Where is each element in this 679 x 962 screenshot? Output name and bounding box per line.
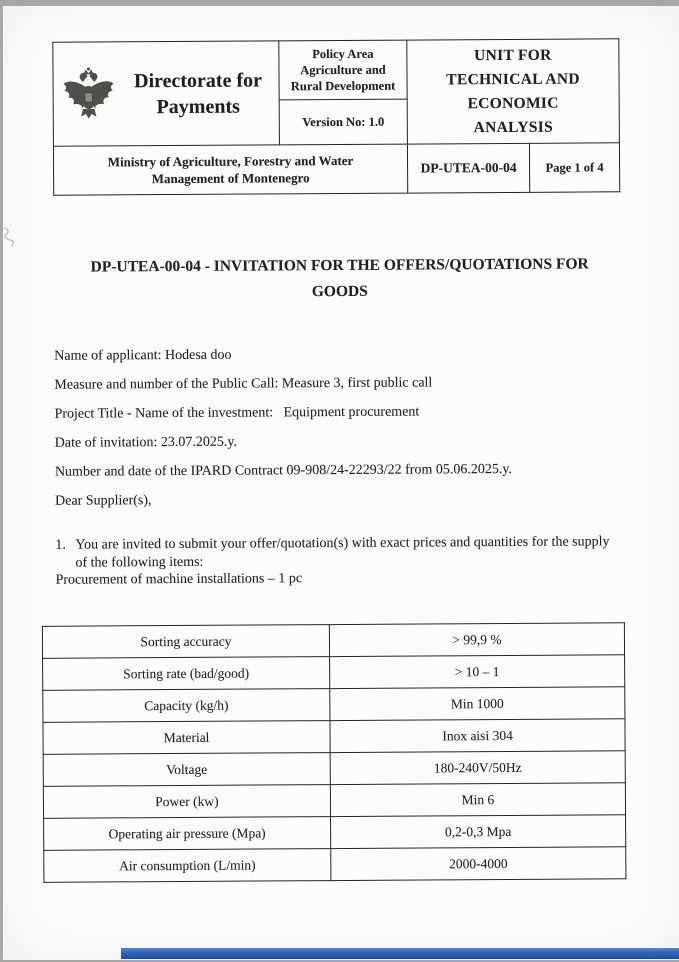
- org-name: Directorate for Payments: [134, 68, 263, 118]
- spec-value: > 99,9 %: [329, 623, 624, 657]
- spec-label: Operating air pressure (Mpa): [44, 817, 331, 851]
- table-row: [44, 815, 626, 851]
- spec-value: 2000-4000: [331, 847, 626, 881]
- spec-label: Sorting accuracy: [42, 625, 329, 659]
- page-content: [0, 4, 679, 962]
- item-text: You are invited to submit your offer/quotation(s) with exact prices and quantities for the supply of the following items:: [75, 534, 610, 571]
- spec-label: Sorting rate (bad/good): [43, 657, 330, 691]
- table-row: [43, 783, 625, 819]
- procurement-line: Procurement of machine installations – 1 pc: [55, 571, 303, 588]
- page-number-cell: Page 1 of 4: [529, 143, 619, 193]
- margin-smudge: [2, 224, 16, 248]
- document-header-table: [52, 38, 620, 195]
- applicant-line: Name of applicant: Hodesa doo: [54, 347, 232, 364]
- document-title: DP-UTEA-00-04 - INVITATION FOR THE OFFERS/QUOTATIONS FOR GOODS: [90, 255, 589, 301]
- spec-value: Inox aisi 304: [330, 719, 625, 753]
- spec-value: Min 1000: [330, 687, 625, 721]
- org-cell: [53, 41, 280, 146]
- doc-code-cell: DP-UTEA-00-04: [407, 143, 529, 193]
- spec-value: > 10 – 1: [330, 655, 625, 689]
- spec-value: 0,2-0,3 Mpa: [331, 815, 626, 849]
- spec-value: Min 6: [330, 783, 625, 817]
- item-number: 1.: [55, 537, 66, 553]
- spec-label: Air consumption (L/min): [44, 849, 331, 883]
- ministry-cell: Ministry of Agriculture, Forestry and Water Management of Montenegro: [53, 144, 407, 195]
- table-row: [43, 687, 625, 723]
- spec-label: Voltage: [43, 753, 330, 787]
- version-cell: Version No: 1.0: [279, 99, 407, 145]
- project-title-line: Project Title - Name of the investment: Equipment procurement: [54, 404, 420, 422]
- spec-label: Power (kw): [43, 785, 330, 819]
- specification-table: [42, 622, 627, 883]
- invitation-date-line: Date of invitation: 23.07.2025.y.: [54, 434, 238, 451]
- document-body: [54, 345, 644, 602]
- montenegro-coat-of-arms-icon: [59, 66, 117, 122]
- table-row: [43, 751, 625, 787]
- measure-line: Measure and number of the Public Call: Measure 3, first public call: [54, 375, 433, 393]
- footer-blue-bar: [121, 948, 679, 959]
- document-page: [3, 6, 679, 960]
- spec-label: Capacity (kg/h): [43, 689, 330, 723]
- table-row: [42, 623, 624, 659]
- table-row: [43, 719, 625, 755]
- spec-value: 180-240V/50Hz: [330, 751, 625, 785]
- unit-name-cell: UNIT FOR TECHNICAL AND ECONOMIC ANALYSIS: [407, 39, 620, 144]
- policy-area-cell: Policy Area Agriculture and Rural Development: [279, 40, 407, 100]
- salutation-line: Dear Supplier(s),: [55, 493, 152, 509]
- table-row: [43, 655, 625, 691]
- numbered-item-1: [55, 533, 643, 573]
- spec-label: Material: [43, 721, 330, 755]
- contract-line: Number and date of the IPARD Contract 09-908/24-22293/22 from 05.06.2025.y.: [54, 461, 512, 480]
- table-row: [44, 847, 626, 883]
